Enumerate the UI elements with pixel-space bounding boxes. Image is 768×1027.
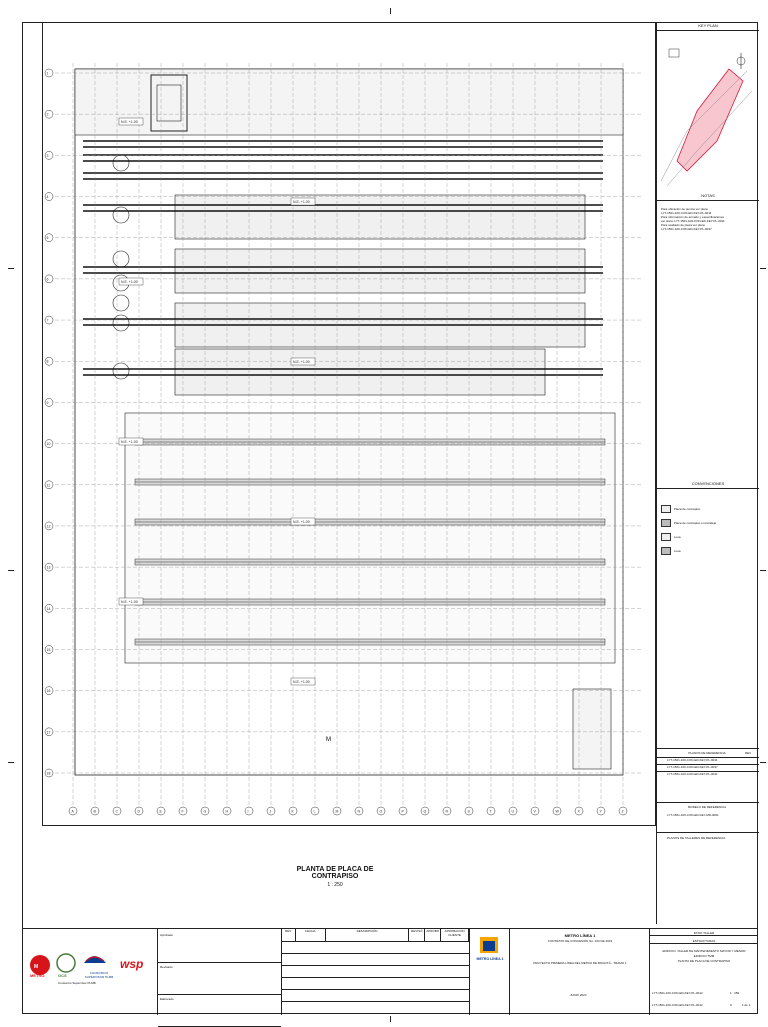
sheet-title: PLANTA DE PLACA DE CONTRAPISO: [677, 959, 731, 963]
company-name: Consorcio Supervisor PLMB: [58, 981, 96, 985]
revision-header-cell: REVISÓ: [409, 929, 425, 941]
reference-item: LYT-1501-100-CON-ED-KEY-PL-0011: [657, 757, 759, 764]
plan-scale: 1 : 250: [327, 882, 343, 888]
logos-cell: [22, 929, 158, 1015]
grid-label-column: W: [555, 809, 559, 814]
level-tag: N.E. +1.00: [121, 600, 138, 604]
grid-label-column: O: [379, 809, 383, 814]
sheet-info-cell: [650, 929, 758, 1015]
revision-header-cell: REV.: [282, 929, 296, 941]
grid-label-row: 13: [46, 565, 51, 570]
convention-label: Losa: [674, 535, 681, 539]
grid-label-column: G: [203, 809, 207, 814]
grid-label-row: 16: [46, 689, 51, 694]
grid-label-row: 15: [46, 647, 51, 652]
grid-label-row: 4: [46, 195, 49, 200]
revisions-header: [282, 929, 469, 942]
approval-row: Revisado: [158, 963, 281, 995]
convention-item: [661, 519, 755, 527]
approval-row: Aprobado: [158, 931, 281, 963]
model-references-title: MODELO DE REFERENCIA: [687, 805, 727, 809]
project-cell: [510, 929, 650, 1015]
model-reference-item: LYT-1501-100-CON-ED-KEY-MD-0001: [667, 813, 719, 817]
grid-label-row: 17: [46, 730, 51, 735]
key-plan-box: [657, 30, 759, 192]
brand-text: METRO LÍNEA 1: [476, 957, 504, 961]
svg-text:M: M: [34, 964, 39, 970]
grid-label-column: M: [335, 809, 339, 814]
convention-swatch: [661, 519, 671, 527]
references-title: PLANOS DE REFERENCIA: [688, 751, 726, 755]
grid-label-column: S: [467, 809, 470, 814]
level-tag: N.E. +1.00: [293, 360, 310, 364]
sheet-date: JUNIO 2024: [570, 993, 587, 997]
notes-list: [657, 201, 759, 237]
grid-label-column: C: [115, 809, 119, 814]
convention-swatch: [661, 547, 671, 555]
revision-header-cell: DESCRIPCIÓN: [326, 929, 410, 941]
grid-label-column: X: [577, 809, 580, 814]
side-panel: [656, 22, 758, 924]
grid-label-column: J: [269, 809, 272, 814]
revisions-table: [282, 942, 469, 1014]
convention-label: Placa de contrapiso en bandeja: [674, 521, 717, 525]
edge-tick: [390, 8, 391, 14]
logo-gcs-text: GCS: [58, 973, 67, 978]
revision-row: [282, 942, 469, 954]
reference-item: LYT-1501-100-CON-ED-KEY-PL-0037: [657, 764, 759, 771]
grid-label-row: 1: [46, 71, 49, 76]
grid-label-column: P: [401, 809, 404, 814]
convention-item: [661, 547, 755, 555]
grid-bubble-column: [245, 807, 253, 815]
grid-label-row: 3: [46, 153, 49, 158]
edge-tick: [760, 268, 766, 269]
edge-tick: [8, 268, 14, 269]
grid-label-column: Z: [621, 809, 624, 814]
grid-label-row: 7: [46, 318, 49, 323]
building: EDIFICIO: TALLER DE MANTENIMIENTO MAYOR Y MENOR: [662, 949, 746, 953]
conventions-title: CONVENCIONES: [657, 480, 759, 489]
note-line: LYT-1501-100-CON-ED-KEY-PL-0011: [661, 211, 712, 215]
level-tag: N.E. +1.00: [293, 200, 310, 204]
grid-label-column: N: [357, 809, 361, 814]
grid-label-column: Y: [599, 809, 602, 814]
model-references-box: [657, 802, 759, 832]
approvals-cell: [158, 929, 282, 1015]
grid-label-row: 14: [46, 606, 51, 611]
convention-swatch: [661, 533, 671, 541]
grid-label-column: E: [159, 809, 162, 814]
note-line: LYT-1501-100-CON-ED-KEY-PL-0037: [661, 227, 712, 231]
conventions-box: [657, 488, 759, 748]
level-tag: N.E. +1.00: [121, 440, 138, 444]
brand-cell: [470, 929, 510, 1015]
conventions-list: [657, 489, 759, 577]
approval-row: Elaborado: [158, 995, 281, 1027]
corner-mark: M: [326, 737, 331, 743]
level-tag: N.E. +1.00: [293, 680, 310, 684]
drawing-number-2: LYT-1501-100-CON-ED-KEY-PL-0012: [652, 1003, 703, 1007]
edge-tick: [760, 762, 766, 763]
revision-row: [282, 954, 469, 966]
revisions-cell: [282, 929, 470, 1015]
grid-label-column: R: [445, 809, 449, 814]
grid-label-row: 9: [46, 400, 49, 405]
metro-logo: [30, 955, 50, 975]
references-rev-header: REV: [745, 751, 752, 755]
convention-item: [661, 505, 755, 513]
grid-label-column: K: [291, 809, 294, 814]
convention-item: [661, 533, 755, 541]
project-title: PROYECTO PRIMERA LÍNEA DEL METRO DE BOGOTÁ - TRAMO 1: [533, 961, 627, 965]
grid-label-row: 10: [46, 442, 51, 447]
grid-label-column: T: [489, 809, 492, 814]
grid-label-column: A: [71, 809, 74, 814]
notes-box: [657, 200, 759, 480]
grid-label-row: 6: [46, 277, 49, 282]
key-plan-title: KEY PLAN: [657, 22, 759, 31]
references-box: [657, 748, 759, 802]
revision-row: [282, 990, 469, 1002]
workshop-references-box: [657, 832, 759, 892]
level-tag: N.E. +1.00: [293, 520, 310, 524]
revision-header-cell: FECHA: [296, 929, 326, 941]
note-line: Para ubicación de puntos ver plano: [661, 207, 709, 211]
level-tag: N.E. +1.00: [121, 280, 138, 284]
revision-row: [282, 1002, 469, 1014]
grid-label-row: 5: [46, 236, 49, 241]
grid-label-row: 2: [46, 112, 49, 117]
revision-header-cell: APROBÓ: [425, 929, 441, 941]
edge-tick: [760, 570, 766, 571]
workshop-references-title: PLANOS DE TALLERES DE REFERENCIA: [667, 836, 726, 840]
project-sub: CONTRATO DE CONCESIÓN No. 163 DE 2019: [547, 939, 613, 943]
plan-title: PLANTA DE PLACA DE CONTRAPISO: [296, 866, 374, 880]
note-line: Para información de armado y especificaciones: [661, 215, 725, 219]
grid-label-column: V: [533, 809, 536, 814]
grid-label-row: 12: [46, 524, 51, 529]
grid-label-column: F: [181, 809, 184, 814]
level-tag: N.E. +1.00: [121, 120, 138, 124]
grid-label-column: L: [313, 809, 316, 814]
notes-title: NOTAS: [657, 192, 759, 201]
drawing-number: LYT-1501-100-CON-ED-KEY-PL-0012: [652, 991, 703, 995]
plan-drawing-area: [42, 22, 656, 826]
sheet-scale: 1 : 250: [730, 991, 740, 995]
key-plan-map: [657, 31, 759, 191]
revision-row: [282, 978, 469, 990]
grid-label-row: 11: [46, 483, 51, 488]
edge-tick: [8, 762, 14, 763]
approvals-list: [158, 929, 281, 1027]
revision-header-cell: APROBACIÓN CLIENTE: [441, 929, 469, 941]
sheet-count: 1 de 1: [742, 1003, 751, 1007]
grid-label-column: I: [247, 809, 249, 814]
phase: PATIO TALLER: [650, 931, 758, 936]
rev-number: 0: [730, 1003, 732, 1007]
edge-tick: [8, 570, 14, 571]
grid-label-column: D: [137, 809, 141, 814]
logo-metro-text: METRO: [30, 973, 45, 978]
convention-swatch: [661, 505, 671, 513]
project-name: METRO LÍNEA 1: [564, 933, 596, 938]
reference-item: LYT-1501-100-CON-ED-KEY-PL-0041: [657, 771, 759, 778]
grid-label-column: H: [225, 809, 229, 814]
logo-wsp-text: wsp: [120, 957, 144, 971]
discipline: ESTRUCTURAS: [650, 939, 758, 944]
note-line: Para acabado de placa ver plano: [661, 223, 706, 227]
grid-label-column: U: [511, 809, 515, 814]
references-list: [657, 757, 759, 778]
floor-plan-svg: [43, 23, 657, 827]
grid-label-row: 18: [46, 771, 51, 776]
logo-supervisor-text: CONSORCIO SUPERVISOR PLMB: [84, 971, 114, 979]
edge-tick: [390, 1016, 391, 1022]
title-block: [22, 928, 758, 1014]
building2: EDIFICIO TMM: [693, 954, 715, 958]
grid-label-column: B: [93, 809, 96, 814]
convention-label: Losa: [674, 549, 681, 553]
grid-label-row: 8: [46, 359, 49, 364]
convention-label: Placa de contrapiso: [674, 507, 701, 511]
grid-label-column: Q: [423, 809, 427, 814]
revision-row: [282, 966, 469, 978]
gcs-logo: [57, 954, 75, 972]
note-line: ver plano LYT-1501-100-CON-ED-KEY-PL-0011: [661, 219, 725, 223]
